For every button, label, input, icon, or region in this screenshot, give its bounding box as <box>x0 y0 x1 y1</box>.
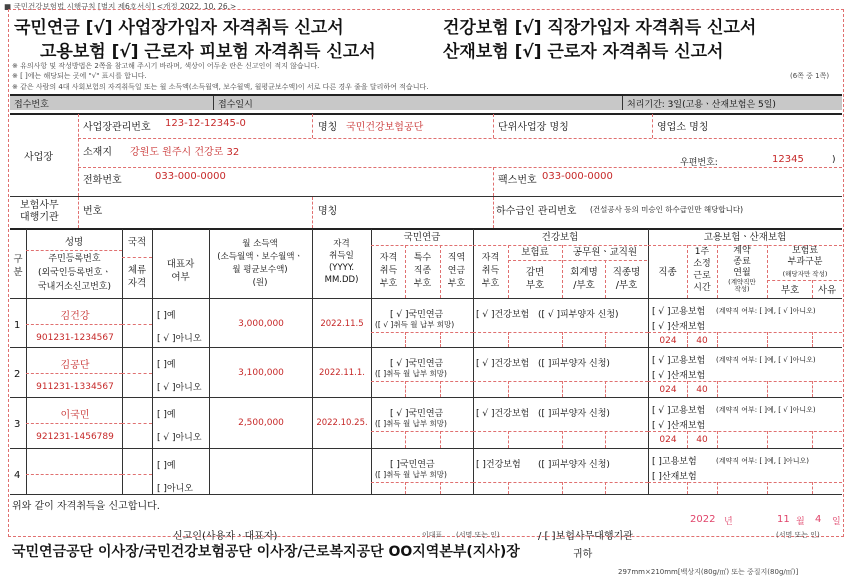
form-reference: ■ 국민건강보험법 시행규칙 [별지 제6호서식] <개정 2022. 10. 26.> <box>4 2 237 11</box>
rep-no-checkbox[interactable]: [ √ ]아니오 <box>157 334 202 344</box>
zip-value: 12345 <box>772 154 804 165</box>
rep-no-checkbox[interactable]: [ √ ]아니오 <box>157 383 202 393</box>
weekly-hours[interactable]: 40 <box>696 385 708 395</box>
col-rrn: 주민등록번호 (외국인등록번호ㆍ 국내거소신고번호) <box>37 254 112 292</box>
form-title-pension: 국민연금 [√] 사업장가입자 자격취득 신고서 <box>14 18 344 38</box>
col-np: 국민연금 <box>403 232 441 243</box>
address-label: 소재지 <box>83 147 112 158</box>
fax-value: 033-000-0000 <box>542 171 613 182</box>
rep-no-checkbox[interactable]: [ √ ]아니오 <box>157 433 202 443</box>
accident-checkbox[interactable]: [ √ ]산재보험 <box>652 421 706 431</box>
pension-checkbox[interactable]: [ ]국민연금 <box>390 460 435 470</box>
agency-no-label: 번호 <box>83 206 103 217</box>
addressee-suffix: 귀하 <box>573 549 593 560</box>
row-number: 3 <box>14 419 21 430</box>
declaration-text: 위와 같이 자격취득을 신고합니다. <box>12 501 160 512</box>
col-hi-public: 공무원ㆍ교직원 <box>572 247 638 258</box>
rep-yes-checkbox[interactable]: [ ]예 <box>157 461 176 471</box>
zip-close: ) <box>832 155 836 165</box>
employment-checkbox[interactable]: [ √ ]고용보험 <box>652 307 706 317</box>
phone-value: 033-000-0000 <box>155 171 226 182</box>
col-np-code: 자격 취득 부호 <box>379 253 398 289</box>
col-representative: 대표자 여부 <box>166 259 195 283</box>
dependent-checkbox[interactable]: ([ √ ]피부양자 신청) <box>538 310 619 320</box>
col-ei-code: 부호 <box>780 285 800 296</box>
col-gubun: 구 분 <box>13 254 23 278</box>
agency-name-label: 명칭 <box>318 206 338 217</box>
business-mgmt-value: 123-12-12345-0 <box>165 118 246 129</box>
zip-label: 우편번호: <box>680 158 718 168</box>
weekly-hours[interactable]: 40 <box>696 435 708 445</box>
branch-label: 영업소 명칭 <box>657 122 709 133</box>
col-ei-contract: 계약 종료 연월 <box>733 246 751 278</box>
business-section-label: 사업장 <box>24 152 53 163</box>
col-ei-hours: 1주 소정 근로 시간 <box>693 247 711 293</box>
col-ei-reason: 사유 <box>817 285 837 296</box>
business-mgmt-label: 사업장관리번호 <box>83 122 151 133</box>
monthly-income[interactable]: 3,100,000 <box>238 368 284 378</box>
pension-pay-option[interactable]: ([ ]취득 월 납부 희망) <box>375 470 447 479</box>
monthly-income[interactable]: 3,000,000 <box>238 319 284 329</box>
note-3: ※ 같은 사람의 4대 사회보험의 자격취득일 또는 월 소득액(소득월액, 보수월액, 월평균보수액)이 서로 다른 경우 줄을 달리하여 적습니다. <box>12 83 429 91</box>
employee-name[interactable]: 이국민 <box>60 410 90 421</box>
subcontractor-label: 하수급인 관리번호 <box>496 206 577 217</box>
col-stay: 체류 자격 <box>127 265 147 289</box>
form-title-employment: 고용보험 [√] 근로자 피보험 자격취득 신고서 <box>40 42 376 62</box>
sign-hint-reporter: (서명 또는 인) <box>456 531 500 539</box>
page-count: (6쪽 중 1쪽) <box>790 72 830 80</box>
col-hi-fee-code: 감면 부호 <box>525 267 545 291</box>
monthly-income[interactable]: 2,500,000 <box>238 418 284 428</box>
employee-rrn[interactable]: 901231-1234567 <box>36 333 114 343</box>
report-month: 11 <box>777 514 790 525</box>
health-checkbox[interactable]: [ √ ]건강보험 <box>476 409 530 419</box>
dependent-checkbox[interactable]: ([ ]피부양자 신청) <box>538 409 610 419</box>
col-name: 성명 <box>64 237 84 248</box>
dependent-checkbox[interactable]: ([ ]피부양자 신청) <box>538 359 610 369</box>
receipt-date-label: 접수일시 <box>218 100 253 110</box>
health-checkbox[interactable]: [ ]건강보험 <box>476 460 521 470</box>
health-checkbox[interactable]: [ √ ]건강보험 <box>476 310 530 320</box>
contract-type-option[interactable]: (계약직 여부: [ ]예, [ ]아니오) <box>716 457 809 465</box>
note-1: ※ 유의사항 및 작성방법은 2쪽을 참고해 주시기 바라며, 색상이 어두운 란은 신고인이 적지 않습니다. <box>12 62 320 70</box>
contract-type-option[interactable]: (계약직 여부: [ ]예, [ √ ]아니오) <box>716 307 816 315</box>
health-checkbox[interactable]: [ √ ]건강보험 <box>476 359 530 369</box>
rep-yes-checkbox[interactable]: [ ]예 <box>157 360 176 370</box>
weekly-hours[interactable]: 40 <box>696 336 708 346</box>
report-year: 2022 <box>690 514 716 525</box>
col-ei: 고용보험ㆍ산재보험 <box>703 232 787 243</box>
row-number: 1 <box>14 320 21 331</box>
contract-type-option[interactable]: (계약직 여부: [ ]예, [ √ ]아니오) <box>716 406 816 414</box>
accident-checkbox[interactable]: [ √ ]산재보험 <box>652 371 706 381</box>
rep-no-checkbox[interactable]: [ ]아니오 <box>157 484 193 494</box>
pension-checkbox[interactable]: [ √ ]국민연금 <box>390 310 444 320</box>
report-day: 4 <box>815 514 822 525</box>
reporter-name: 이대표 <box>422 531 443 539</box>
col-hi-account: 회계명 /부호 <box>570 267 598 291</box>
agency-section-label: 보험사무 대행기관 <box>20 200 59 223</box>
address-value: 강원도 원주시 건강로 32 <box>130 147 240 158</box>
pension-pay-option[interactable]: ([ ]취득 월 납부 희망) <box>375 419 447 428</box>
col-hi-code: 자격 취득 부호 <box>481 253 500 289</box>
acquisition-date[interactable]: 2022.11.5 <box>320 319 364 329</box>
processing-period: 처리기간: 3일(고용ㆍ산재보험은 5일) <box>627 100 776 110</box>
subcontractor-note: (건설공사 등의 미승인 하수급인만 해당합니다) <box>590 205 744 214</box>
pension-pay-option[interactable]: ([ ]취득 월 납부 희망) <box>375 369 447 378</box>
unit-business-label: 단위사업장 명칭 <box>498 122 569 133</box>
acquisition-date[interactable]: 2022.11.1. <box>319 368 365 378</box>
sign-hint-agency: (서명 또는 인) <box>776 531 820 539</box>
col-ei-fee: 보험료 부과구분 <box>787 246 823 267</box>
note-2: ※ [ ]에는 해당되는 곳에 "√" 표시를 합니다. <box>12 72 147 80</box>
col-hi-fee: 보험료 <box>521 247 549 258</box>
fax-label: 팩스번호 <box>498 175 537 186</box>
employee-name[interactable]: 김공단 <box>60 360 90 371</box>
accident-checkbox[interactable]: [ ]산재보험 <box>652 472 697 482</box>
employment-checkbox[interactable]: [ ]고용보험 <box>652 457 697 467</box>
employee-name[interactable]: 김건강 <box>60 311 90 322</box>
job-code[interactable]: 024 <box>659 435 677 445</box>
dependent-checkbox[interactable]: ([ ]피부양자 신청) <box>538 460 610 470</box>
col-ei-fee-note: (해당자만 작성) <box>782 270 828 278</box>
phone-label: 전화번호 <box>83 175 122 186</box>
receipt-no-label: 접수번호 <box>14 100 49 110</box>
pension-pay-option[interactable]: ([ √ ]취득 월 납부 희망) <box>375 320 455 329</box>
reporter-label: 신고인(사용자ㆍ대표자) <box>173 531 278 542</box>
year-unit: 년 <box>724 517 733 527</box>
col-ei-contract-note: (계약직만 작성) <box>728 278 756 293</box>
col-np-job: 직역 연금 부호 <box>447 253 466 289</box>
addressee: 국민연금공단 이사장/국민건강보험공단 이사장/근로복지공단 OO지역본부(지사)장 <box>12 544 520 560</box>
business-name-value: 국민건강보험공단 <box>346 122 424 133</box>
employment-checkbox[interactable]: [ √ ]고용보험 <box>652 406 706 416</box>
paper-spec: 297mm×210mm[백상지(80g/㎡) 또는 중질지(80g/㎡)] <box>618 568 799 576</box>
form-title-health: 건강보험 [√] 직장가입자 자격취득 신고서 <box>443 18 757 38</box>
employee-rrn[interactable]: 911231-1334567 <box>36 382 114 392</box>
job-code[interactable]: 024 <box>659 385 677 395</box>
col-income: 월 소득액 (소득월액ㆍ보수월액ㆍ 월 평균보수액) (원) <box>217 239 303 288</box>
pension-checkbox[interactable]: [ √ ]국민연금 <box>390 359 444 369</box>
form-title-accident: 산재보험 [√] 근로자 자격취득 신고서 <box>443 42 724 62</box>
accident-checkbox[interactable]: [ √ ]산재보험 <box>652 322 706 332</box>
agency-option[interactable]: / [ ]보험사무대행기관 <box>538 531 633 542</box>
rep-yes-checkbox[interactable]: [ ]예 <box>157 410 176 420</box>
rep-yes-checkbox[interactable]: [ ]예 <box>157 311 176 321</box>
col-hi: 건강보험 <box>541 232 579 243</box>
business-name-label: 명칭 <box>318 122 338 133</box>
employee-rrn[interactable]: 921231-1456789 <box>36 432 114 442</box>
col-nation: 국적 <box>127 237 147 248</box>
row-number: 4 <box>14 470 21 481</box>
day-unit: 일 <box>832 517 841 527</box>
col-ei-job: 직종 <box>658 267 677 278</box>
pension-checkbox[interactable]: [ √ ]국민연금 <box>390 409 444 419</box>
col-np-special: 특수 직종 부호 <box>413 253 432 289</box>
job-code[interactable]: 024 <box>659 336 677 346</box>
col-acq-date: 자격 취득일 (YYYY. MM.DD) <box>324 239 359 285</box>
employment-checkbox[interactable]: [ √ ]고용보험 <box>652 356 706 366</box>
contract-type-option[interactable]: (계약직 여부: [ ]예, [ √ ]아니오) <box>716 356 816 364</box>
row-number: 2 <box>14 369 21 380</box>
month-unit: 월 <box>796 517 805 527</box>
acquisition-date[interactable]: 2022.10.25. <box>316 418 368 428</box>
col-hi-jobname: 직종명 /부호 <box>612 267 641 291</box>
